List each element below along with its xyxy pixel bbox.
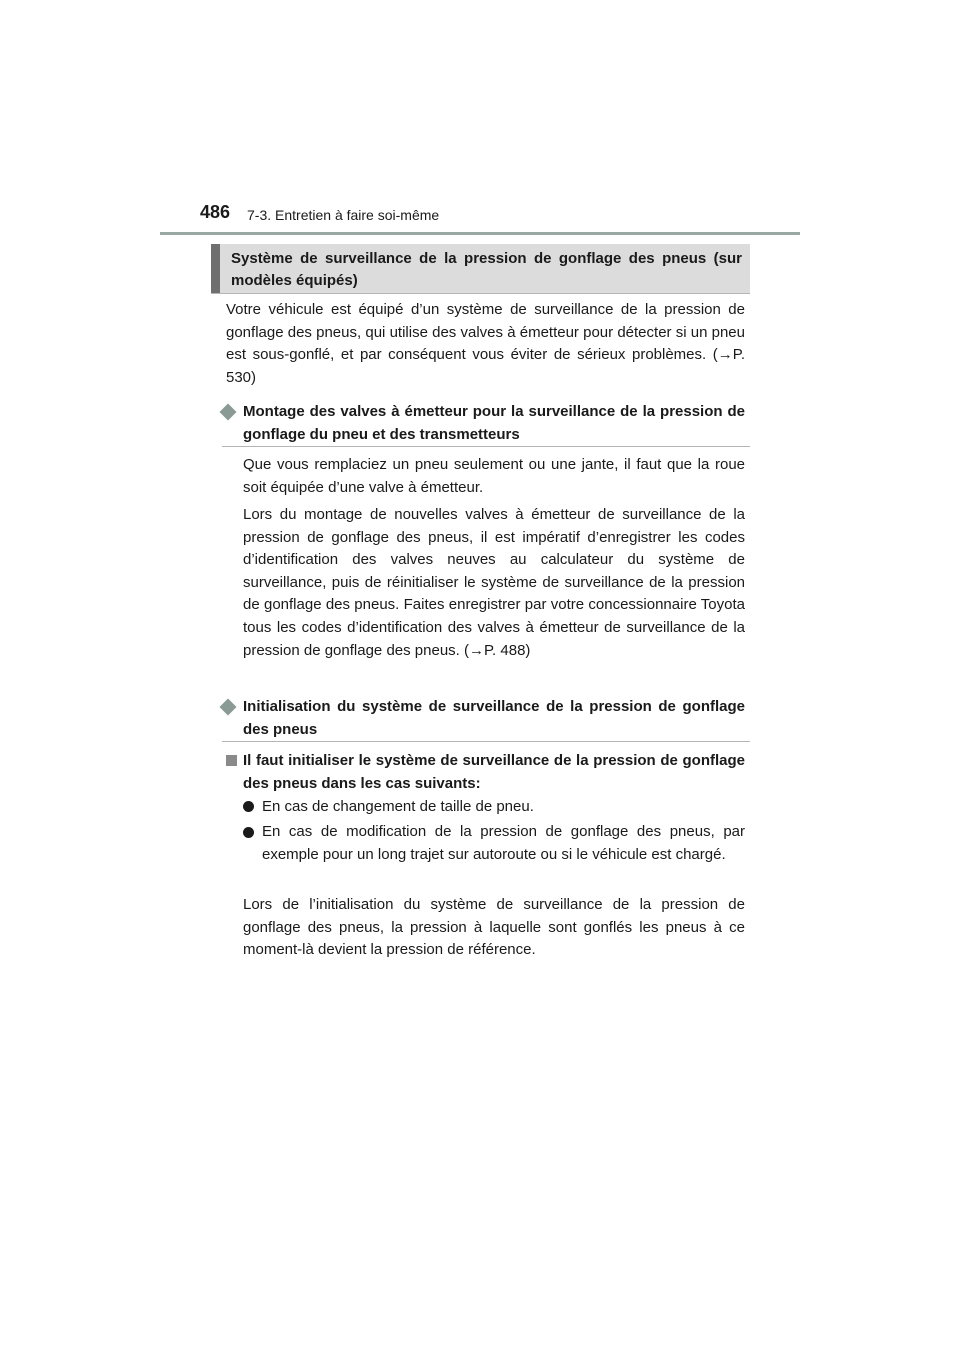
- intro-paragraph: Votre véhicule est équipé d’un système de surveillance de la pression de gonflage des pneus, qui utilise des valves à émetteur pour détecter si un pneu est sous-gonflé, et par conséquent vous éviter de sérieux problèmes. (→P. 530): [226, 301, 745, 386]
- subsection-divider: [222, 446, 750, 447]
- initialisation-conditions-heading: Il faut initialiser le système de surveillance de la pression de gonflage des pneus dans les cas suivants:: [243, 752, 745, 792]
- bullet-icon: [243, 827, 254, 838]
- section-title-box: [211, 244, 750, 294]
- subsection-heading-valves: Montage des valves à émetteur pour la surveillance de la pression de gonflage du pneu et des transmetteurs: [243, 403, 745, 443]
- page-number: 486: [200, 202, 231, 222]
- subsection-heading-initialisation: Initialisation du système de surveillance de la pression de gonflage des pneus: [243, 698, 745, 738]
- diamond-bullet-icon: [220, 699, 237, 716]
- valves-paragraph-1: Que vous remplaciez un pneu seulement ou une jante, il faut que la roue soit équipée d’une valve à émetteur.: [243, 456, 745, 496]
- square-bullet-icon: [226, 755, 237, 766]
- valves-paragraph-2: Lors du montage de nouvelles valves à émetteur de surveillance de la pression de gonflage des pneus, il est impératif d’enregistrer les codes d’identification des valves neuves au calculateur du système de surveillance, puis de réinitialiser le système de surveillance de la pression de gonflage des pneus. Faites enregistrer par votre concessionnaire Toyota tous les codes d’identification des valves à émetteur de surveillance de la pression de gonflage des pneus. (→P. 488): [243, 506, 745, 659]
- chapter-title: 7-3. Entretien à faire soi-même: [247, 207, 440, 223]
- subsection-divider: [222, 741, 750, 742]
- condition-item: En cas de modification de la pression de gonflage des pneus, par exemple pour un long trajet sur autoroute ou si le véhicule est chargé.: [262, 823, 745, 863]
- section-divider: [211, 293, 750, 294]
- diamond-bullet-icon: [220, 404, 237, 421]
- initialisation-closing-paragraph: Lors de l’initialisation du système de surveillance de la pression de gonflage des pneus, la pression à laquelle sont gonflés les pneus à ce moment-là devient la pression de référence.: [243, 896, 745, 959]
- header-divider: [160, 232, 800, 235]
- section-title: Système de surveillance de la pression de gonflage des pneus (sur modèles équipés): [231, 250, 742, 289]
- bullet-icon: [243, 801, 254, 812]
- condition-item: En cas de changement de taille de pneu.: [262, 798, 534, 815]
